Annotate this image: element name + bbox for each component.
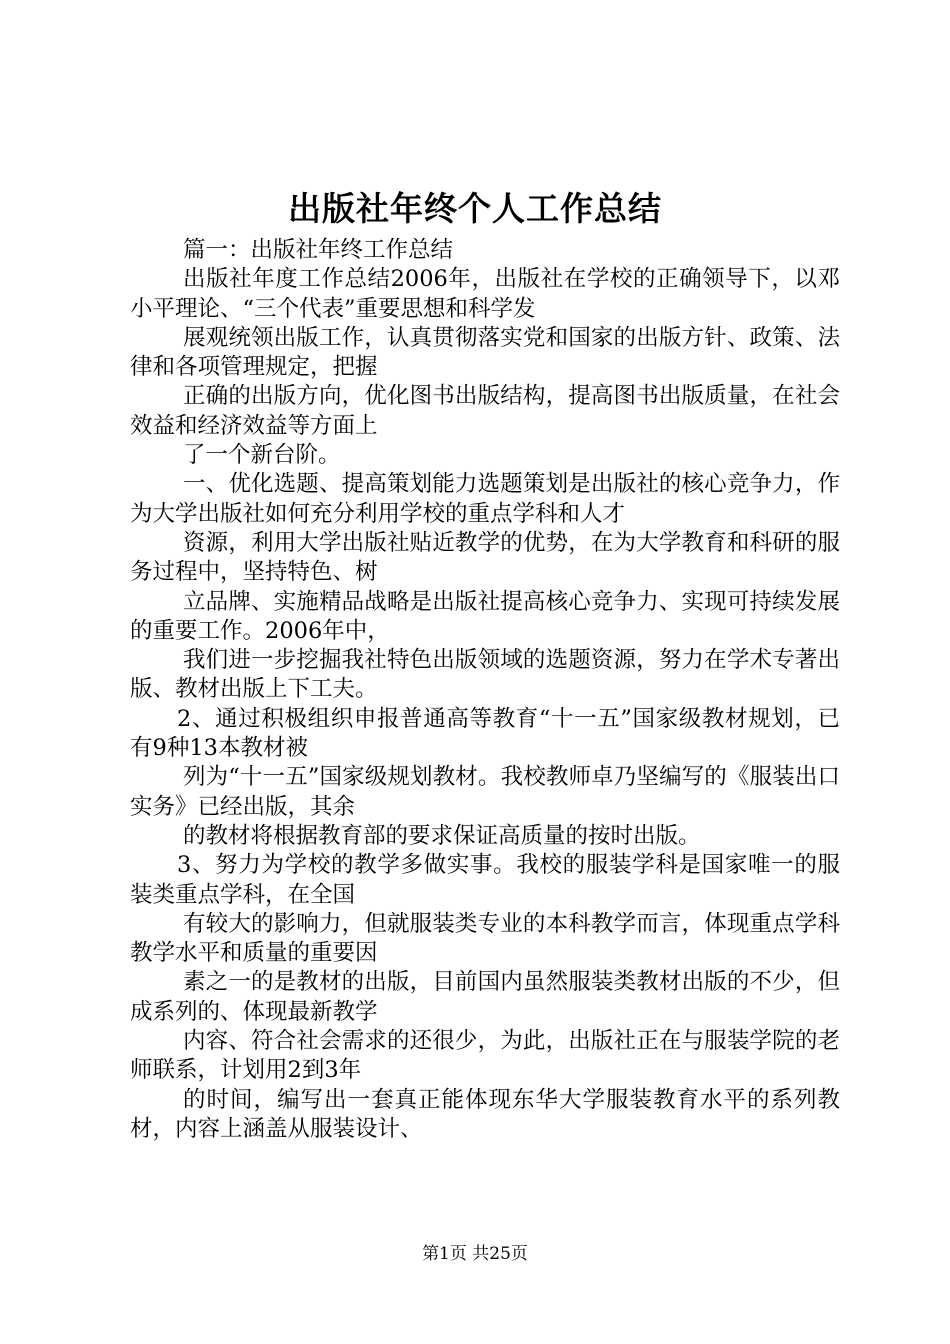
body-paragraph: 素之一的是教材的出版，目前国内虽然服装类教材出版的不少，但成系列的、体现最新教学 <box>130 969 840 1025</box>
body-paragraph: 正确的出版方向，优化图书出版结构，提高图书出版质量，在社会效益和经济效益等方面上 <box>130 383 840 439</box>
document-title: 出版社年终个人工作总结 <box>288 189 662 228</box>
body-paragraph: 了一个新台阶。 <box>183 442 341 469</box>
section-heading: 篇一：出版社年终工作总结 <box>183 237 454 263</box>
body-paragraph: 列为“十一五”国家级规划教材。我校教师卓乃坚编写的《服装出口实务》已经出版，其余 <box>130 764 840 820</box>
body-paragraph: 的时间，编写出一套真正能体现东华大学服装教育水平的系列教材，内容上涵盖从服装设计、 <box>130 1086 840 1142</box>
body-paragraph: 一、优化选题、提高策划能力选题策划是出版社的核心竞争力，作为大学出版社如何充分利用学校的重点学科和人才 <box>130 471 840 527</box>
body-paragraph: 3、努力为学校的教学多做实事。我校的服装学科是国家唯一的服装类重点学科，在全国 <box>130 852 840 908</box>
body-paragraph: 内容、符合社会需求的还很少，为此，出版社正在与服装学院的老师联系，计划用2到3年 <box>130 1028 840 1084</box>
document-body <box>130 236 840 1144</box>
body-paragraph: 资源，利用大学出版社贴近教学的优势，在为大学教育和科研的服务过程中，坚持特色、树 <box>130 529 840 586</box>
body-paragraph: 立品牌、实施精品战略是出版社提高核心竞争力、实现可持续发展的重要工作。2006年中， <box>130 588 840 644</box>
body-paragraph: 有较大的影响力，但就服装类专业的本科教学而言，体现重点学科教学水平和质量的重要因 <box>130 910 840 967</box>
body-paragraph: 展观统领出版工作，认真贯彻落实党和国家的出版方针、政策、法律和各项管理规定，把握 <box>130 324 840 381</box>
page-number-footer: 第1页 共25页 <box>422 1244 528 1264</box>
body-paragraph: 我们进一步挖掘我社特色出版领域的选题资源，努力在学术专著出版、教材出版上下工夫。 <box>130 647 840 703</box>
body-paragraph: 的教材将根据教育部的要求保证高质量的按时出版。 <box>183 822 701 849</box>
body-paragraph: 出版社年度工作总结2006年，出版社在学校的正确领导下，以邓小平理论、“三个代表”重要思想和科学发 <box>130 266 840 322</box>
body-paragraph: 2、通过积极组织申报普通高等教育“十一五”国家级教材规划，已有9种13本教材被 <box>130 705 840 762</box>
